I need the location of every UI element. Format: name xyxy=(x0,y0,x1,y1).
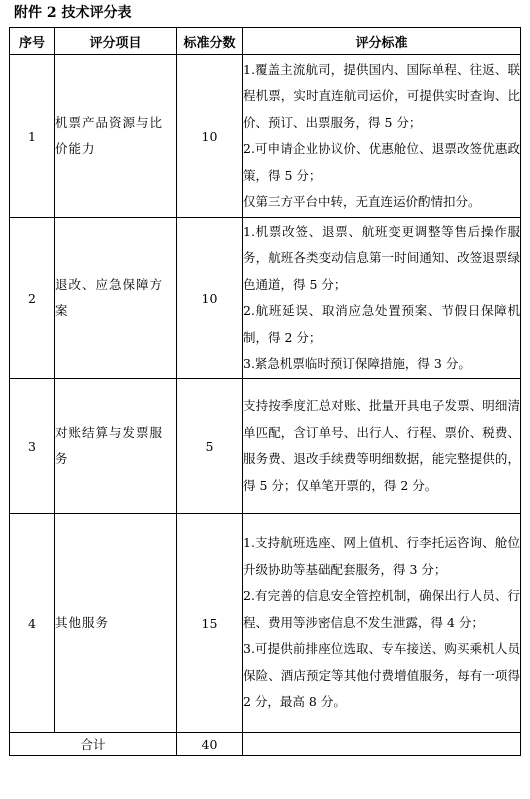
row-item: 退改、应急保障方案 xyxy=(55,218,177,379)
criteria-line: 1.支持航班选座、网上值机、行李托运咨询、舱位升级协助等基础配套服务，得 3 分； xyxy=(243,535,520,577)
criteria-line: 1.覆盖主流航司，提供国内、国际单程、往返、联程机票，实时直连航司运价，可提供实时查询、比价、预订、出票服务，得 5 分； xyxy=(243,61,520,130)
row-index: 2 xyxy=(10,218,55,379)
criteria-line: 2.航班延误、取消应急处置预案、节假日保障机制，得 2 分； xyxy=(243,303,520,345)
header-index: 序号 xyxy=(10,28,55,55)
row-criteria xyxy=(243,379,521,514)
criteria-line: 2.可申请企业协议价、优惠舱位、退票改签优惠政策，得 5 分； xyxy=(243,141,520,183)
row-score: 10 xyxy=(177,218,243,379)
row-criteria xyxy=(243,55,521,218)
header-item: 评分项目 xyxy=(55,28,177,55)
criteria-line: 3.紧急机票临时预订保障措施，得 3 分。 xyxy=(243,356,471,371)
header-criteria: 评分标准 xyxy=(243,28,521,55)
criteria-line: 2.有完善的信息安全管控机制，确保出行人员、行程、费用等涉密信息不发生泄露，得 4 分； xyxy=(243,588,520,630)
total-label: 合计 xyxy=(10,733,177,756)
row-score: 5 xyxy=(177,379,243,514)
row-index: 3 xyxy=(10,379,55,514)
row-item: 其他服务 xyxy=(55,514,177,733)
criteria-line: 1.机票改签、退票、航班变更调整等售后操作服务，航班各类变动信息第一时间通知、改签退票绿色通道，得 5 分； xyxy=(243,223,520,292)
scoring-table xyxy=(9,27,521,756)
table-row xyxy=(10,514,521,733)
row-index: 4 xyxy=(10,514,55,733)
total-score: 40 xyxy=(177,733,243,756)
criteria-line: 仅第三方平台中转，无直连运价酌情扣分。 xyxy=(243,194,481,209)
row-item: 机票产品资源与比价能力 xyxy=(55,55,177,218)
row-criteria xyxy=(243,514,521,733)
document-title: 附件 2 技术评分表 xyxy=(14,5,132,21)
row-index: 1 xyxy=(10,55,55,218)
total-row xyxy=(10,733,521,756)
criteria-line: 支持按季度汇总对账、批量开具电子发票、明细清单匹配，含订单号、出行人、行程、票价、税费、服务费、退改手续费等明细数据，能完整提供的，得 5 分；仅单笔开票的，得 2 分。 xyxy=(243,398,520,493)
table-row xyxy=(10,218,521,379)
table-row xyxy=(10,55,521,218)
criteria-line: 3.可提供前排座位选取、专车接送、购买乘机人员保险、酒店预定等其他付费增值服务，每有一项得 2 分，最高 8 分。 xyxy=(243,641,520,710)
total-empty-cell xyxy=(243,733,521,756)
header-row xyxy=(10,28,521,55)
header-score: 标准分数 xyxy=(177,28,243,55)
table-row xyxy=(10,379,521,514)
row-score: 15 xyxy=(177,514,243,733)
row-item: 对账结算与发票服务 xyxy=(55,379,177,514)
row-criteria xyxy=(243,218,521,379)
row-score: 10 xyxy=(177,55,243,218)
